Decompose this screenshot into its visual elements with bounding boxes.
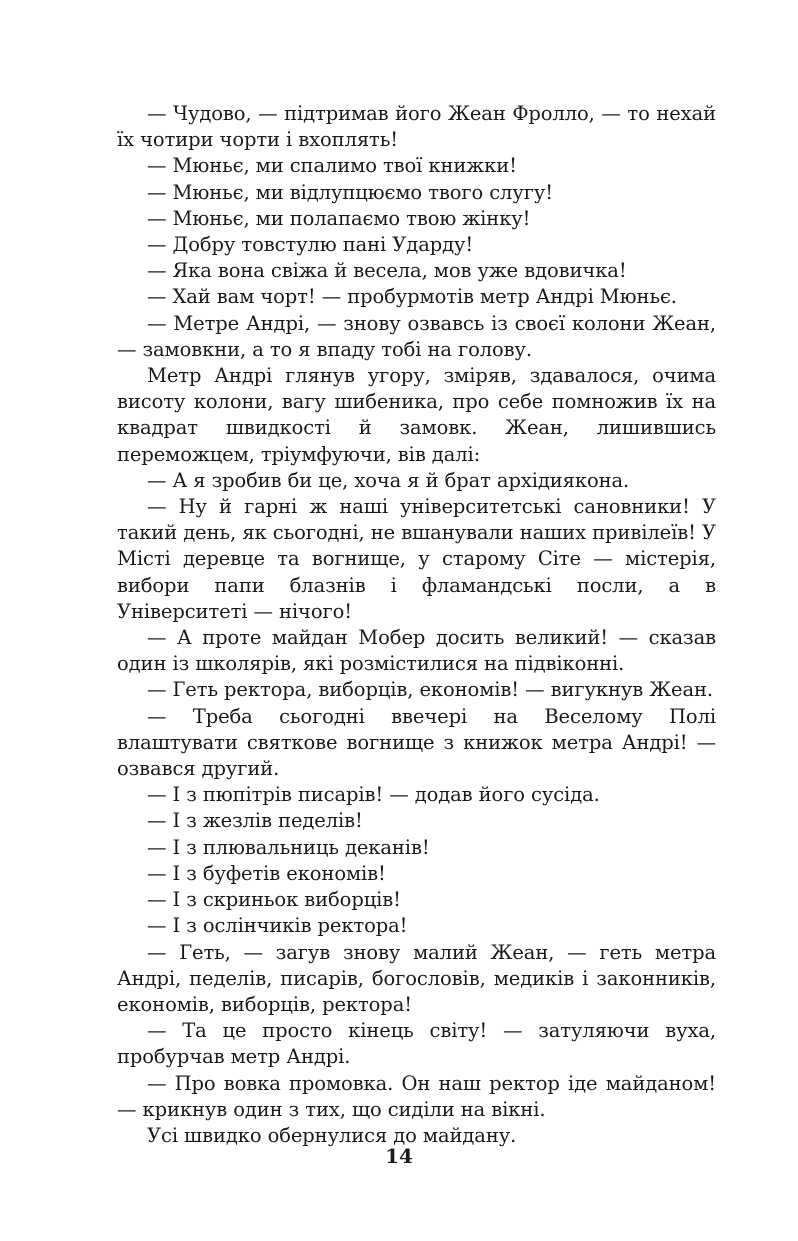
paragraph: — Метре Андрі, — знову озвавсь із своєї колони Жеан, — замовкни, а то я впаду тобі на голову. — [117, 311, 716, 361]
paragraph: — Геть, — загув знову малий Жеан, — геть метра Андрі, педелів, писарів, богословів, медиків і законників, економів, виборців, ректора! — [117, 940, 716, 1016]
paragraph: — Мюньє, ми відлупцюємо твого слугу! — [147, 180, 553, 204]
paragraph: — Геть ректора, виборців, економів! — вигукнув Жеан. — [147, 678, 713, 702]
paragraph: — Добру товстулю пані Ударду! — [147, 233, 474, 257]
paragraph: — І з плювальниць деканів! — [147, 835, 430, 859]
paragraph: — Ну й гарні ж наші університетські сановники! У такий день, як сьогодні, не вшанували наших привілеїв! У Місті деревце та вогнище, у старому Сіте — містерія, вибори папи блазнів і фламандські посли, а в Університеті — нічого! — [117, 495, 716, 623]
paragraph: — І з скриньок виборців! — [147, 888, 401, 912]
paragraph: — І з буфетів економів! — [147, 861, 386, 885]
paragraph: — Про вовка промовка. Он наш ректор іде майданом! — крикнув один з тих, що сиділи на вікні. — [117, 1071, 716, 1121]
paragraph: — А проте майдан Мобер досить великий! — сказав один із школярів, які розмістилися на підвіконні. — [117, 626, 716, 676]
paragraph: Усі швидко обернулися до майдану. — [147, 1123, 517, 1147]
paragraph: — І з пюпітрів писарів! — додав його сусіда. — [147, 783, 600, 807]
paragraph: — Мюньє, ми полапаємо твою жінку! — [147, 206, 531, 230]
paragraph: — Мюньє, ми спалимо твої книжки! — [147, 154, 517, 178]
page-body — [117, 101, 716, 1149]
paragraph: — Яка вона свіжа й весела, мов уже вдовичка! — [147, 259, 627, 283]
paragraph: — І з ослінчиків ректора! — [147, 914, 408, 938]
paragraph: — А я зробив би це, хоча я й брат архідиякона. — [147, 468, 630, 492]
paragraph: — Хай вам чорт! — пробурмотів метр Андрі Мюньє. — [147, 285, 677, 309]
page-number: 14 — [385, 1144, 413, 1168]
paragraph: Метр Андрі глянув угору, зміряв, здавалося, очима висоту колони, вагу шибеника, про себе помножив їх на квадрат швидкості й замовк. Жеан, лишившись переможцем, тріумфуючи, вів далі: — [117, 364, 716, 466]
paragraph: — Треба сьогодні ввечері на Веселому Полі влаштувати святкове вогнище з книжок метра Андрі! — озвався другий. — [117, 704, 716, 781]
paragraph: — І з жезлів педелів! — [147, 809, 363, 833]
paragraph: — Чудово, — підтримав його Жеан Фролло, — то нехай їх чотири чорти і вхоплять! — [117, 102, 716, 152]
paragraph: — Та це просто кінець світу! — затуляючи вуха, пробурчав метр Андрі. — [117, 1019, 716, 1069]
